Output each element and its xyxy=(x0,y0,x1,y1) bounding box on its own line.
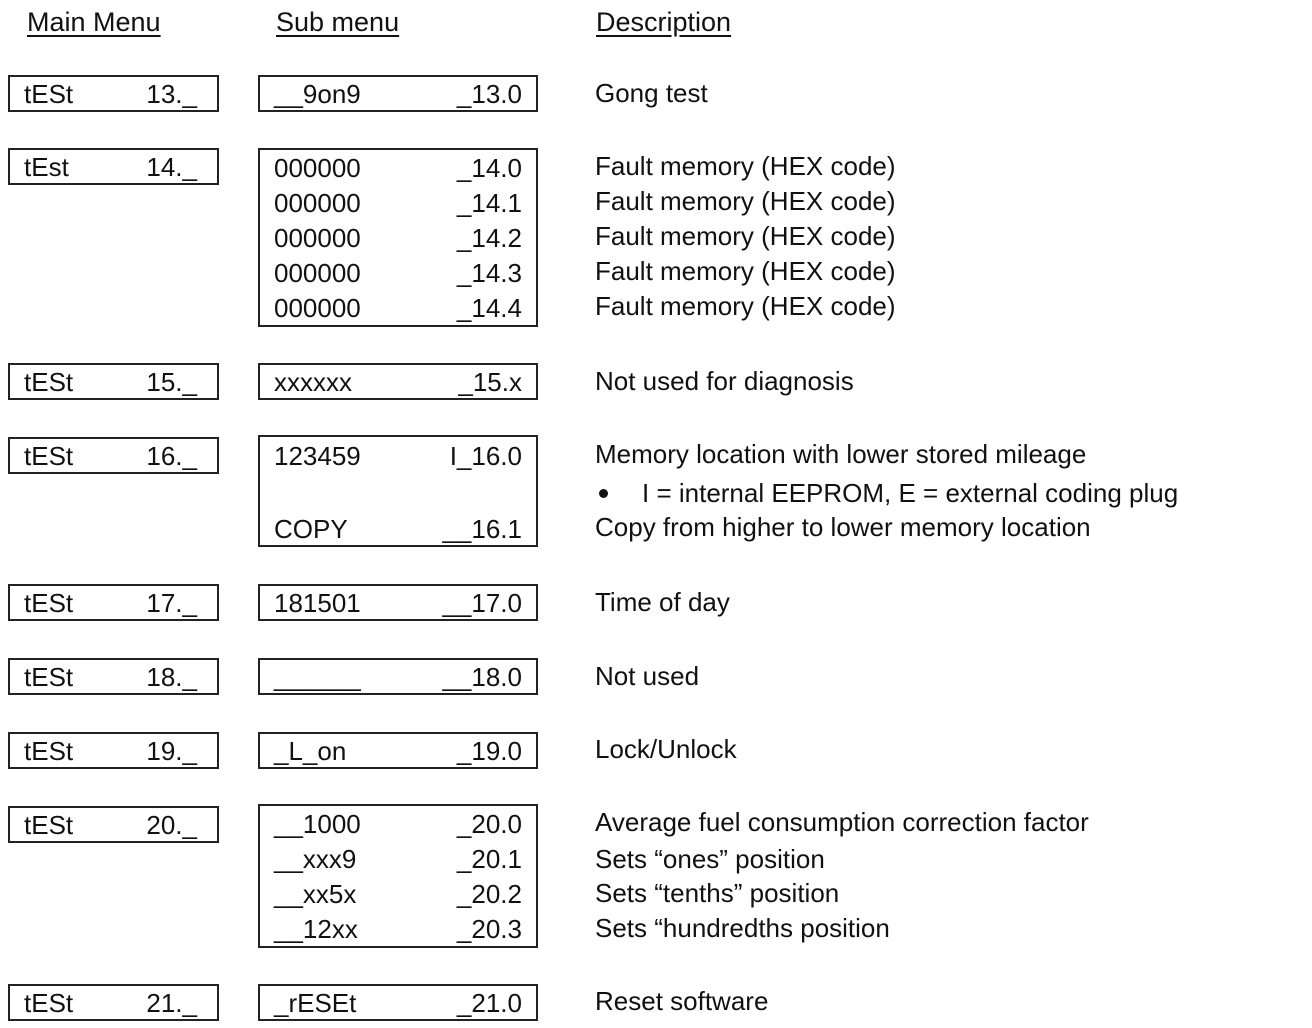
sub-menu-box-21 xyxy=(258,984,538,1021)
main-menu-box-13 xyxy=(8,75,219,112)
main-menu-code: 13._ xyxy=(146,79,197,109)
description-text: Fault memory (HEX code) xyxy=(595,291,896,321)
sub-menu-box-16 xyxy=(258,435,538,547)
header-sub-menu: Sub menu xyxy=(276,7,400,37)
header-description: Description xyxy=(596,7,732,37)
sub-menu-code: __18.0 xyxy=(442,662,522,692)
sub-menu-code: _14.4 xyxy=(456,293,522,323)
description-text: Lock/Unlock xyxy=(595,734,737,764)
sub-menu-value: __9on9 xyxy=(274,79,361,109)
main-menu-label: tESt xyxy=(24,367,74,397)
description-text: Fault memory (HEX code) xyxy=(595,151,896,181)
description-text: Fault memory (HEX code) xyxy=(595,256,896,286)
sub-menu-box-14 xyxy=(258,148,538,327)
main-menu-box-17 xyxy=(8,584,219,621)
description-text: Sets “hundredths position xyxy=(595,913,890,943)
sub-menu-value: xxxxxx xyxy=(274,367,352,397)
sub-menu-code: _19.0 xyxy=(456,736,522,766)
main-menu-label: tESt xyxy=(24,588,74,618)
main-menu-box-18 xyxy=(8,658,219,695)
sub-menu-value: __12xx xyxy=(274,914,358,944)
sub-menu-value: _L_on xyxy=(274,736,347,766)
sub-menu-box-20 xyxy=(258,804,538,948)
main-menu-code: 15._ xyxy=(146,367,197,397)
description-text: Sets “ones” position xyxy=(595,844,825,874)
main-menu-code: 17._ xyxy=(146,588,197,618)
main-menu-label: tESt xyxy=(24,810,74,840)
main-menu-box-21 xyxy=(8,984,219,1021)
bullet-text: I = internal EEPROM, E = external coding plug xyxy=(642,478,1179,508)
main-menu-label: tESt xyxy=(24,988,74,1018)
bullet-item xyxy=(595,477,1178,509)
sub-menu-value: COPY xyxy=(274,514,348,544)
description-text: Not used for diagnosis xyxy=(595,366,854,396)
sub-menu-box-19 xyxy=(258,732,538,769)
sub-menu-box-15 xyxy=(258,363,538,400)
main-menu-label: tESt xyxy=(24,662,74,692)
sub-menu-code: I_16.0 xyxy=(449,441,522,471)
sub-menu-code: _14.1 xyxy=(456,188,522,218)
main-menu-box-16 xyxy=(8,437,219,474)
sub-menu-value: 181501 xyxy=(274,588,361,618)
sub-menu-value: _rESEt xyxy=(274,988,357,1018)
description-text: Reset software xyxy=(595,986,769,1016)
description-text: Average fuel consumption correction factor xyxy=(595,807,1089,837)
description-text: Fault memory (HEX code) xyxy=(595,186,896,216)
sub-menu-code: _20.3 xyxy=(456,914,522,944)
sub-menu-value: 000000 xyxy=(274,188,361,218)
sub-menu-value: ______ xyxy=(274,662,361,692)
sub-menu-code: _14.3 xyxy=(456,258,522,288)
sub-menu-code: __16.1 xyxy=(442,514,522,544)
main-menu-code: 20._ xyxy=(146,810,197,840)
sub-menu-value: 000000 xyxy=(274,153,361,183)
main-menu-box-20 xyxy=(8,806,219,843)
main-menu-label: tESt xyxy=(24,79,74,109)
main-menu-label: tESt xyxy=(24,736,74,766)
main-menu-label: tESt xyxy=(24,441,74,471)
main-menu-box-14 xyxy=(8,148,219,185)
sub-menu-value: __xx5x xyxy=(274,879,357,909)
sub-menu-code: _15.x xyxy=(458,367,522,397)
bullet-icon xyxy=(599,489,608,498)
sub-menu-value: __xxx9 xyxy=(274,844,357,874)
sub-menu-code: _14.2 xyxy=(456,223,522,253)
main-menu-code: 14._ xyxy=(146,152,197,182)
sub-menu-box-17 xyxy=(258,584,538,621)
sub-menu-value: __1000 xyxy=(274,809,361,839)
main-menu-box-15 xyxy=(8,363,219,400)
main-menu-code: 21._ xyxy=(146,988,197,1018)
main-menu-box-19 xyxy=(8,732,219,769)
header-main-menu: Main Menu xyxy=(27,7,161,37)
description-text: Gong test xyxy=(595,78,708,108)
description-text: Fault memory (HEX code) xyxy=(595,221,896,251)
sub-menu-code: _13.0 xyxy=(456,79,522,109)
description-text: Memory location with lower stored mileage xyxy=(595,439,1087,469)
sub-menu-value: 123459 xyxy=(274,441,361,471)
sub-menu-code: _21.0 xyxy=(456,988,522,1018)
main-menu-label: tEst xyxy=(24,152,69,182)
main-menu-code: 19._ xyxy=(146,736,197,766)
description-text: Not used xyxy=(595,661,700,691)
description-text: Copy from higher to lower memory location xyxy=(595,512,1091,542)
sub-menu-value: 000000 xyxy=(274,258,361,288)
sub-menu-box-13 xyxy=(258,75,538,112)
sub-menu-code: _20.2 xyxy=(456,879,522,909)
description-text: Sets “tenths” position xyxy=(595,878,840,908)
main-menu-code: 18._ xyxy=(146,662,197,692)
description-text: Time of day xyxy=(595,587,730,617)
sub-menu-code: _20.0 xyxy=(456,809,522,839)
sub-menu-value: 000000 xyxy=(274,293,361,323)
sub-menu-value: 000000 xyxy=(274,223,361,253)
sub-menu-code: _14.0 xyxy=(456,153,522,183)
main-menu-code: 16._ xyxy=(146,441,197,471)
sub-menu-code: __17.0 xyxy=(442,588,522,618)
sub-menu-box-18 xyxy=(258,658,538,695)
sub-menu-code: _20.1 xyxy=(456,844,522,874)
